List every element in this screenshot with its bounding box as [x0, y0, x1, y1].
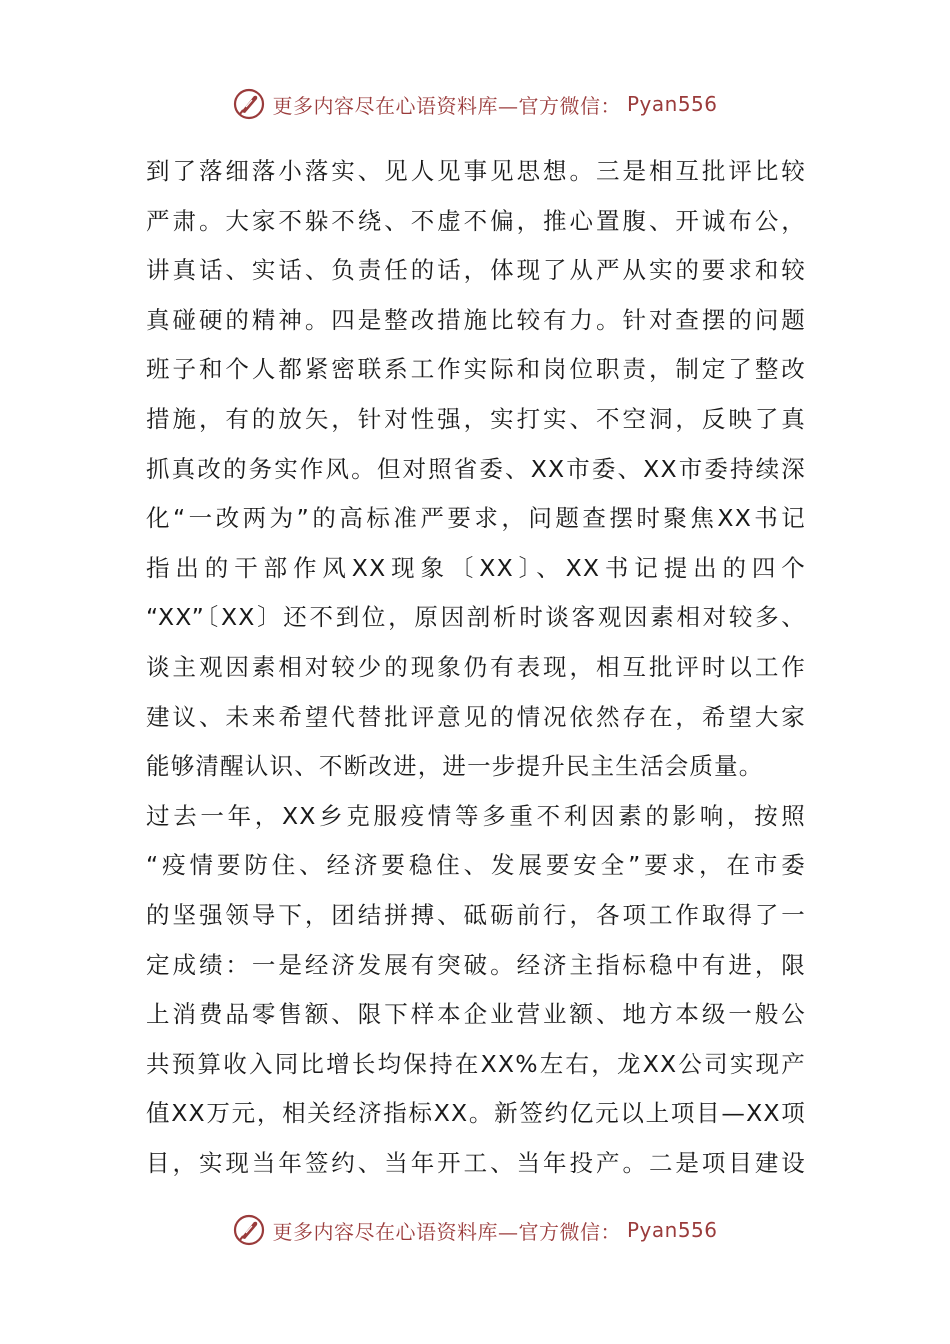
header-watermark	[0, 84, 950, 124]
body-line: 指出的干部作风XX现象〔XX〕、XX书记提出的四个	[146, 553, 806, 582]
watermark-account: Pyan556	[626, 1218, 718, 1242]
body-line: 定成绩：一是经济发展有突破。经济主指标稳中有进，限	[146, 950, 806, 979]
body-line: 过去一年，XX乡克服疫情等多重不利因素的影响，按照	[146, 801, 806, 830]
body-line: 讲真话、实话、负责任的话，体现了从严从实的要求和较	[146, 256, 806, 285]
body-line: 建议、未来希望代替批评意见的情况依然存在，希望大家	[146, 702, 806, 731]
body-line: 的坚强领导下，团结拼搏、砥砺前行，各项工作取得了一	[146, 900, 806, 929]
body-line: 化“一改两为”的高标准严要求，问题查摆时聚焦XX书记	[146, 504, 806, 533]
body-line: 谈主观因素相对较少的现象仍有表现，相互批评时以工作	[146, 652, 806, 681]
body-line: “疫情要防住、经济要稳住、发展要安全”要求，在市委	[146, 851, 806, 880]
body-line: 抓真改的务实作风。但对照省委、XX市委、XX市委持续深	[146, 454, 806, 483]
watermark-text: 更多内容尽在心语资料库—官方微信：	[272, 1219, 621, 1244]
body-line: 措施，有的放矢，针对性强，实打实、不空洞，反映了真	[146, 404, 806, 433]
document-body	[146, 147, 806, 1187]
body-line: 能够清醒认识、不断改进，进一步提升民主生活会质量。	[146, 752, 764, 781]
body-line: 真碰硬的精神。四是整改措施比较有力。针对查摆的问题	[146, 305, 806, 334]
body-line: 值XX万元，相关经济指标XX。新签约亿元以上项目—XX项	[146, 1099, 806, 1128]
body-line: “XX”〔XX〕还不到位，原因剖析时谈客观因素相对较多、	[146, 603, 806, 632]
body-line: 目，实现当年签约、当年开工、当年投产。二是项目建设	[146, 1148, 806, 1177]
footer-watermark	[0, 1210, 950, 1250]
pen-feather-logo-icon	[232, 1213, 266, 1247]
pen-feather-logo-icon	[232, 87, 266, 121]
watermark-text: 更多内容尽在心语资料库—官方微信：	[272, 93, 621, 118]
watermark-account: Pyan556	[626, 92, 718, 116]
body-line: 班子和个人都紧密联系工作实际和岗位职责，制定了整改	[146, 355, 806, 384]
body-line: 共预算收入同比增长均保持在XX%左右，龙XX公司实现产	[146, 1049, 806, 1078]
body-line: 到了落细落小落实、见人见事见思想。三是相互批评比较	[146, 157, 806, 185]
body-line: 上消费品零售额、限下样本企业营业额、地方本级一般公	[146, 1000, 806, 1029]
body-line: 严肃。大家不躲不绕、不虚不偏，推心置腹、开诚布公，	[146, 206, 806, 235]
